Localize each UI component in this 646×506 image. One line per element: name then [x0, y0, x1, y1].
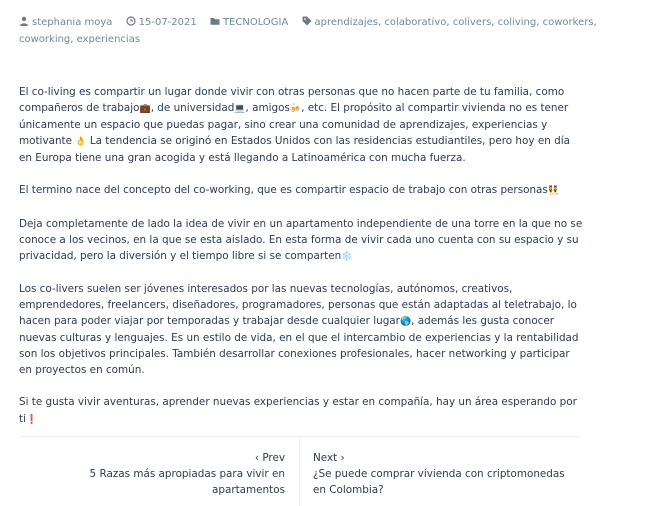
post-content — [19, 84, 585, 444]
tag-link[interactable]: colaborativo — [384, 17, 447, 28]
tag-link[interactable]: coworkers — [542, 17, 594, 28]
author-link[interactable]: stephania moya — [32, 17, 113, 28]
date-meta — [126, 17, 200, 28]
exclamation-icon: ❗ — [25, 414, 38, 425]
prev-post-link[interactable] — [19, 450, 285, 498]
next-label: Next › — [313, 452, 345, 464]
next-title: ¿Se puede comprar vivienda con criptomonedas en Colombia? — [313, 468, 565, 496]
author-meta — [19, 17, 116, 28]
globe-icon: 🌎 — [399, 317, 412, 328]
briefcase-icon: 💼 — [139, 104, 151, 115]
tag-icon — [302, 16, 312, 26]
folder-icon — [210, 16, 220, 26]
tags-meta: aprendizajes, colaborativo, colivers, coliving, coworkers, coworking, experiencias — [19, 17, 597, 45]
prev-title: 5 Razas más apropiadas para vivir en apartamentos — [89, 468, 285, 496]
tag-link[interactable]: aprendizajes — [314, 17, 379, 28]
clock-icon — [126, 16, 136, 26]
prev-label: ‹ Prev — [254, 452, 285, 464]
paragraph-colivers: Los co-livers suelen ser jóvenes interesados por las nuevas tecnologías, autónomos, creativos, emprendedores, freelancers, diseñadores, programadores, personas que están adaptadas al teletrabajo, lo hacen para poder viajar por temporadas y trabajar desde cualquier lugar🌎, además les gusta conocer nuevas culturas y lenguajes. Es un estilo de vida, en el que el intercambio de experiencias y la rentabilidad son los objetivos principales. También desarrollar conexiones profesionales, hacer networking y participar en proyectos en común. — [19, 282, 579, 377]
post-meta — [19, 14, 599, 48]
paragraph-lifestyle: Deja completamente de lado la idea de vivir en un apartamento independiente de una torre en la que no se conoce a los vecinos, en la que se esta aislado. En esta forma de vivir cada uno cuenta con su espacio y su privacidad, pero la diversión y el tiempo libre si se comparten❄️ — [19, 216, 585, 265]
people-icon: 👯 — [547, 186, 560, 197]
paragraph-closing: Si te gusta vivir aventuras, aprender nuevas experiencias y estar en compañía, hay un área esperando por ti❗ — [19, 394, 585, 427]
beer-icon: 🍻 — [289, 104, 302, 115]
ok-hand-icon: 👌 — [75, 137, 87, 148]
laptop-icon: 💻 — [234, 104, 246, 115]
date-link[interactable]: 15-07-2021 — [138, 17, 197, 28]
paragraph-coliving: El co-living es compartir un lugar donde vivir con otras personas que no hacen parte de tu familia, como compañeros de trabajo💼, de universidad💻, amigos🍻, etc. El propósito al compartir vivienda no es tener únicamente un espacio que puedas pagar, sino crear una comunidad de aprendizajes, experiencias y motivante 👌 La tendencia se originó en Estados Unidos con las residencias estudiantiles, pero hoy en día en Europa tiene una gran acogida y está llegando a Latinoamérica con mucha fuerza. — [19, 86, 570, 165]
user-icon — [19, 16, 29, 26]
tag-link[interactable]: experiencias — [76, 34, 141, 45]
paragraph-origin: El termino nace del concepto del co-working, que es compartir espacio de trabajo con otras personas👯 — [19, 182, 585, 199]
sparkle-icon: ❄️ — [341, 251, 353, 262]
tag-link[interactable]: coworking — [19, 34, 71, 45]
next-post-link[interactable] — [313, 450, 579, 498]
category-link[interactable]: TECNOLOGIA — [222, 17, 289, 28]
tag-link[interactable]: coliving — [497, 17, 537, 28]
post-nav-separator — [299, 437, 300, 506]
tag-link[interactable]: colivers — [452, 17, 492, 28]
category-meta — [210, 17, 292, 28]
